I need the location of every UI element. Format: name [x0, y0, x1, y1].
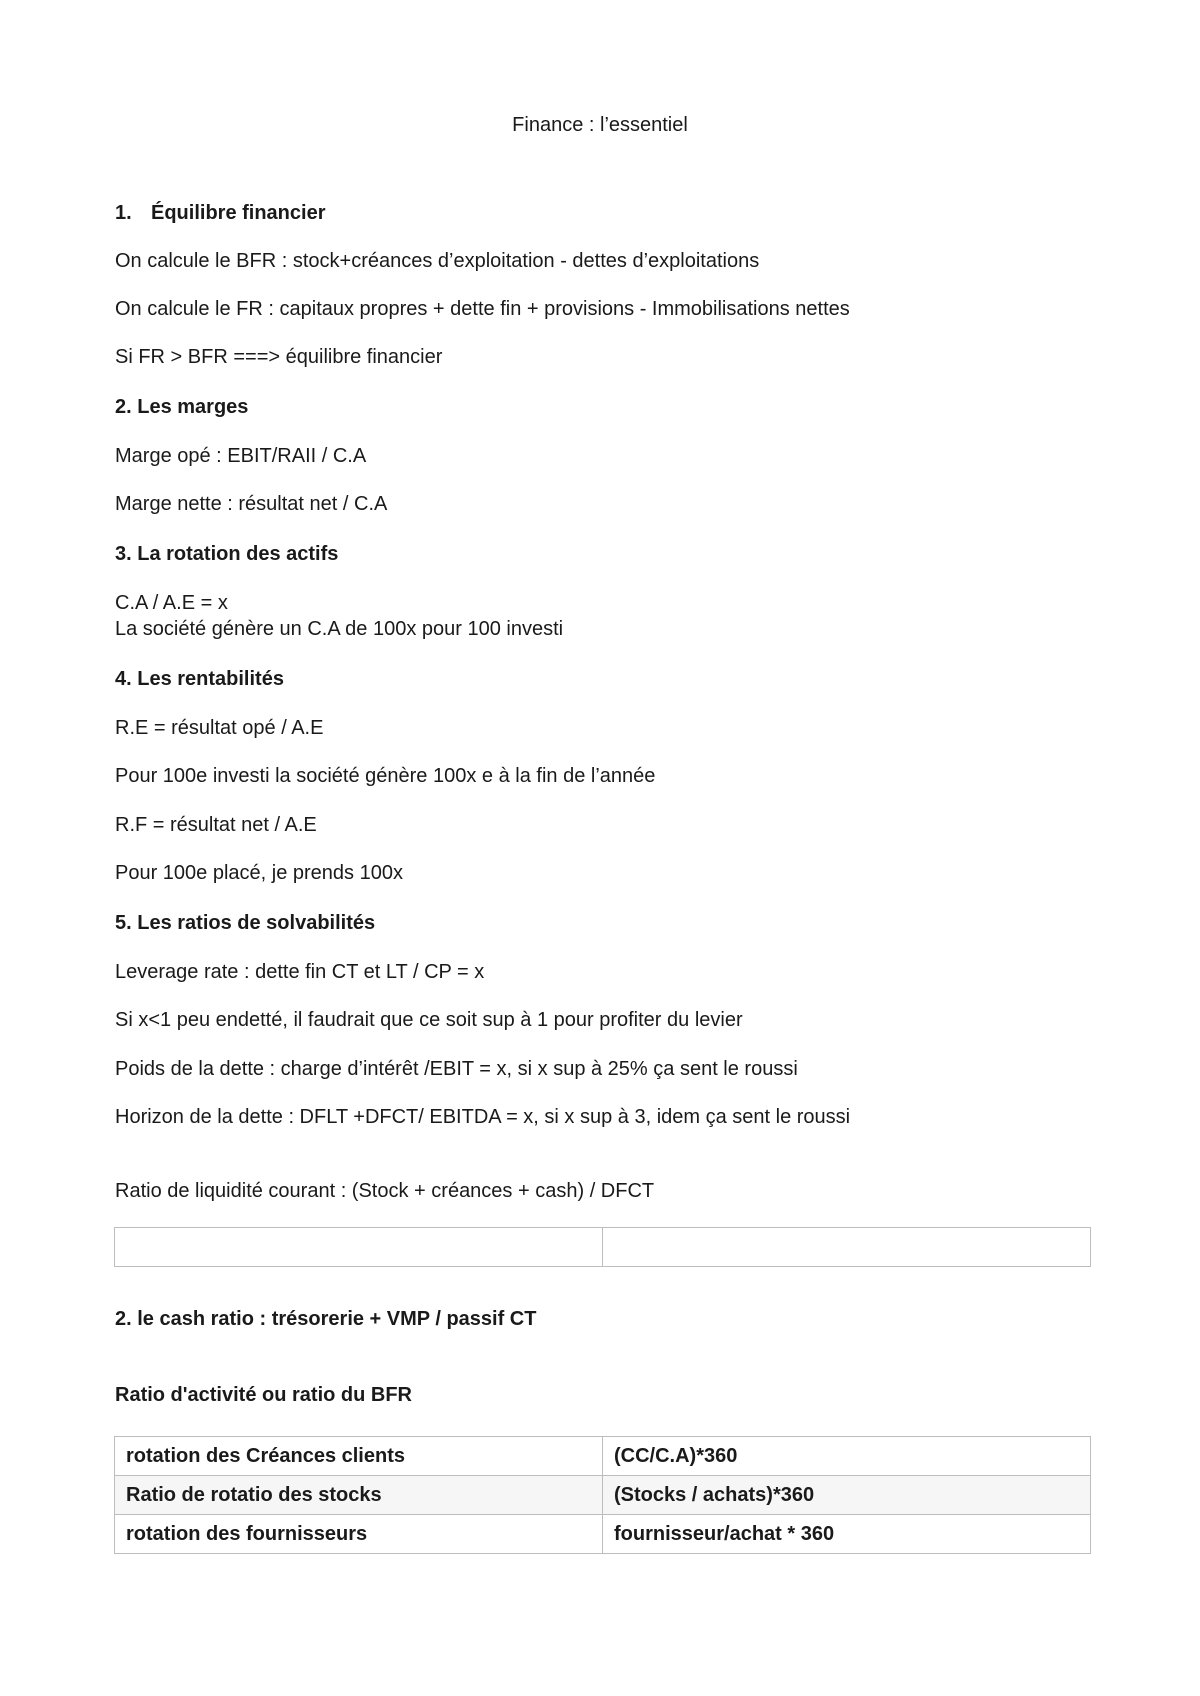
section-3-heading: 3. La rotation des actifs: [115, 543, 339, 565]
economic-return-explanation: Pour 100e investi la société génère 100x e à la fin de l’année: [115, 765, 656, 787]
asset-rotation-explanation: La société génère un C.A de 100x pour 100 investi: [115, 618, 564, 640]
table-row: [115, 1476, 1091, 1515]
table-cell: fournisseur/achat * 360: [603, 1515, 1091, 1554]
financial-return-explanation: Pour 100e placé, je prends 100x: [115, 862, 403, 884]
table-cell: rotation des Créances clients: [115, 1437, 603, 1476]
section-2-heading: 2. Les marges: [115, 396, 249, 418]
equilibrium-rule: Si FR > BFR ===> équilibre financier: [115, 346, 443, 368]
section-4-heading: 4. Les rentabilités: [115, 668, 284, 690]
operating-margin: Marge opé : EBIT/RAII / C.A: [115, 445, 367, 467]
empty-table: [114, 1227, 1091, 1267]
leverage-rate: Leverage rate : dette fin CT et LT / CP = x: [115, 961, 485, 983]
table-cell: (Stocks / achats)*360: [603, 1476, 1091, 1515]
section-1-heading: [115, 200, 325, 226]
table-row: [115, 1437, 1091, 1476]
table-cell: [115, 1228, 603, 1267]
current-liquidity-ratio: Ratio de liquidité courant : (Stock + créances + cash) / DFCT: [115, 1180, 655, 1202]
debt-weight: Poids de la dette : charge d’intérêt /EBIT = x, si x sup à 25% ça sent le roussi: [115, 1058, 798, 1080]
table-row: [115, 1228, 1091, 1267]
section-5-heading: 5. Les ratios de solvabilités: [115, 912, 376, 934]
activity-ratio-table: [114, 1436, 1091, 1554]
document-title: Finance : l’essentiel: [512, 114, 688, 136]
table-cell: Ratio de rotatio des stocks: [115, 1476, 603, 1515]
cash-ratio: 2. le cash ratio : trésorerie + VMP / passif CT: [115, 1308, 537, 1330]
debt-horizon: Horizon de la dette : DFLT +DFCT/ EBITDA = x, si x sup à 3, idem ça sent le roussi: [115, 1106, 851, 1128]
table-row: [115, 1515, 1091, 1554]
section-1-title: Équilibre financier: [151, 202, 326, 224]
table-cell: [603, 1228, 1091, 1267]
table-cell: (CC/C.A)*360: [603, 1437, 1091, 1476]
economic-return-formula: R.E = résultat opé / A.E: [115, 717, 324, 739]
section-1-number: 1.: [115, 202, 132, 224]
fr-formula: On calcule le FR : capitaux propres + dette fin + provisions - Immobilisations nettes: [115, 298, 850, 320]
bfr-formula: On calcule le BFR : stock+créances d’exploitation - dettes d’exploitations: [115, 250, 760, 272]
asset-rotation-formula: C.A / A.E = x: [115, 592, 228, 614]
financial-return-formula: R.F = résultat net / A.E: [115, 814, 317, 836]
activity-ratio-heading: Ratio d'activité ou ratio du BFR: [115, 1384, 412, 1406]
leverage-comment: Si x<1 peu endetté, il faudrait que ce soit sup à 1 pour profiter du levier: [115, 1009, 743, 1031]
net-margin: Marge nette : résultat net / C.A: [115, 493, 388, 515]
table-cell: rotation des fournisseurs: [115, 1515, 603, 1554]
